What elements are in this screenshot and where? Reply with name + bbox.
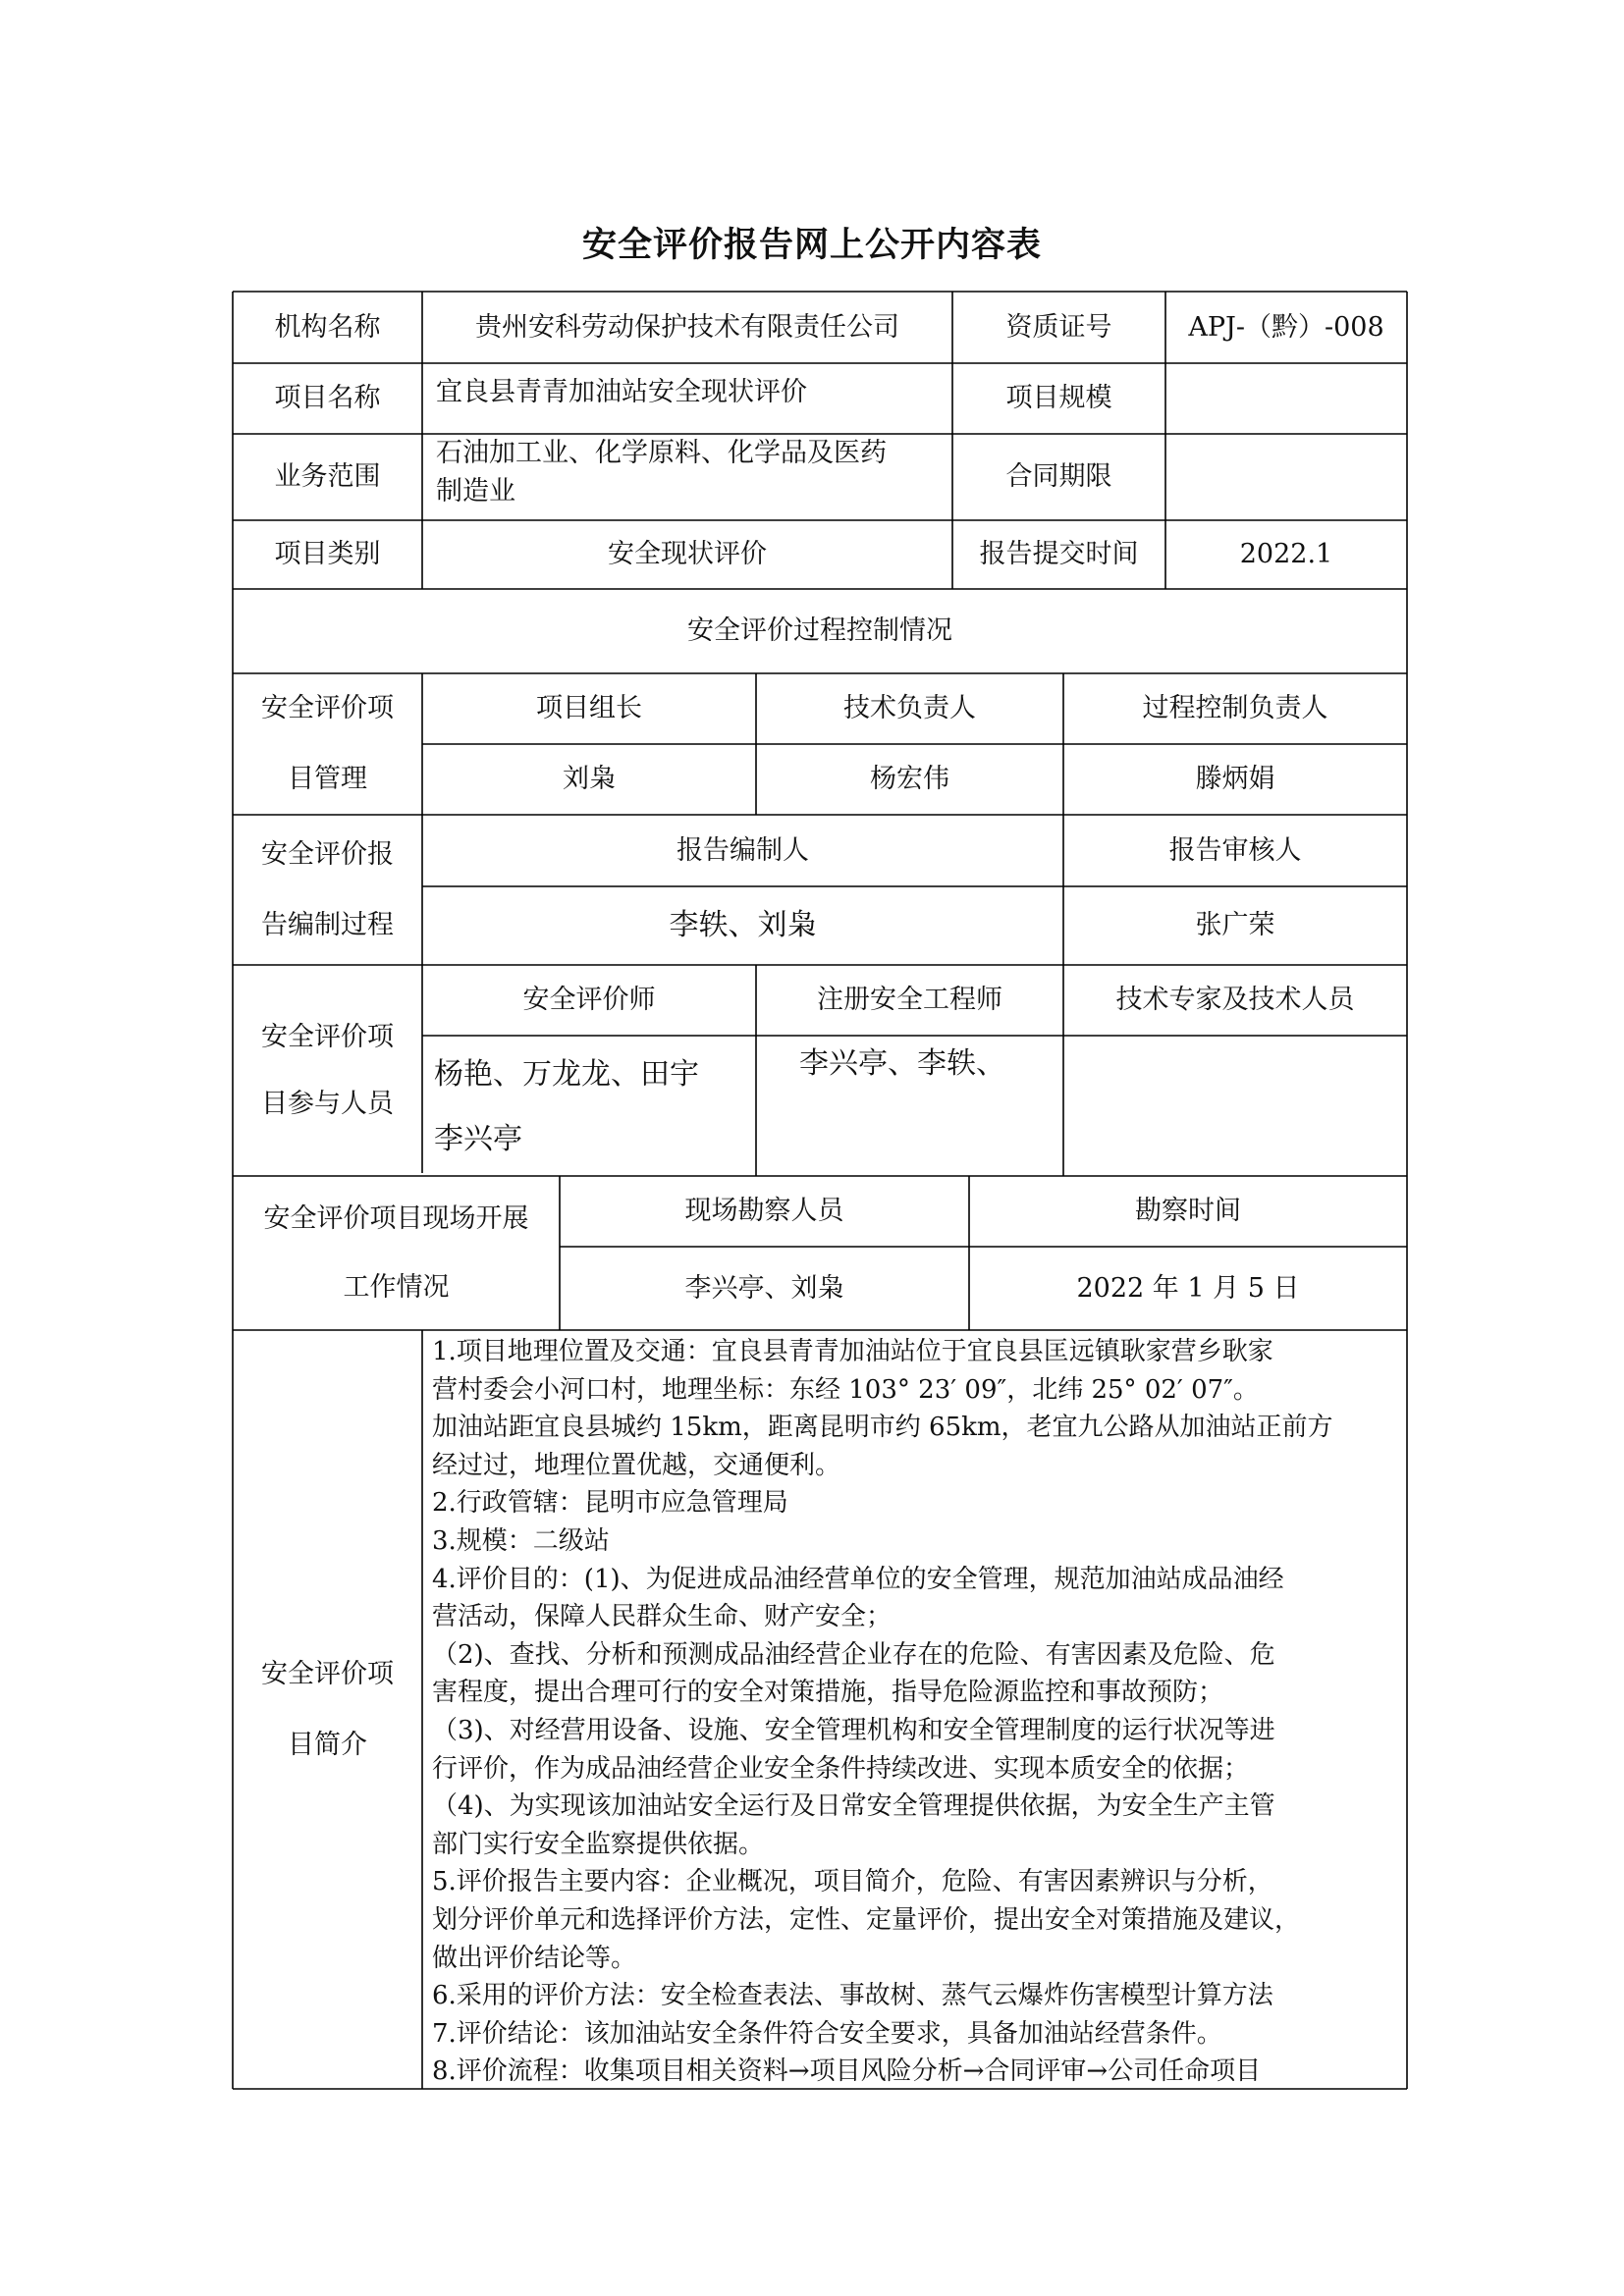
engineer-header: 注册安全工程师 — [817, 985, 1002, 1016]
intro-line: 7.评价结论：该加油站安全条件符合安全要求，具备加油站经营条件。 — [432, 2018, 1222, 2049]
management-label-line-2: 目管理 — [288, 764, 367, 794]
submit-label: 报告提交时间 — [979, 539, 1139, 570]
intro-line: 营活动，保障人民群众生命、财产安全； — [432, 1602, 893, 1632]
intro-line: 8.评价流程：收集项目相关资料→项目风险分析→合同评审→公司任命项目 — [432, 2056, 1262, 2087]
management-label — [233, 673, 422, 815]
participants-label-line-1: 安全评价项 — [261, 1021, 394, 1052]
cert-label: 资质证号 — [1005, 311, 1112, 343]
intro-label-line-1: 安全评价项 — [261, 1658, 394, 1689]
experts-value — [1063, 1036, 1407, 1176]
org-label: 机构名称 — [274, 311, 381, 343]
cert-value: APJ-（黔）-008 — [1188, 311, 1384, 343]
surveyors-value: 李兴亭、刘枭 — [684, 1272, 844, 1304]
leader-value: 刘枭 — [563, 764, 616, 795]
engineers-value: 李兴亭、李轶、 — [799, 1046, 1005, 1081]
tech-value: 杨宏伟 — [870, 764, 949, 795]
scale-label: 项目规模 — [1005, 383, 1112, 414]
intro-line: 划分评价单元和选择评价方法，定性、定量评价，提出安全对策措施及建议， — [432, 1904, 1301, 1935]
survey-time-value: 2022 年 1 月 5 日 — [1076, 1272, 1300, 1304]
intro-line: 4.评价目的：(1)、为促进成品油经营单位的安全管理，规范加油站成品油经 — [432, 1564, 1284, 1594]
process-ctrl-value: 滕炳娟 — [1195, 764, 1275, 795]
intro-line: 5.评价报告主要内容：企业概况，项目简介，危险、有害因素辨识与分析， — [432, 1867, 1273, 1897]
management-label-line-1: 安全评价项 — [261, 693, 394, 723]
process-ctrl-header: 过程控制负责人 — [1142, 693, 1328, 724]
contract-value — [1165, 434, 1407, 520]
scale-value — [1165, 363, 1407, 434]
intro-line: （4)、为实现该加油站安全运行及日常安全管理提供依据，为安全生产主管 — [432, 1791, 1275, 1822]
compile-label — [233, 815, 422, 965]
scope-line-1: 石油加工业、化学原料、化学品及医药 — [436, 438, 887, 468]
intro-line: 害程度，提出合理可行的安全对策措施，指导危险源监控和事故预防； — [432, 1678, 1224, 1708]
editors-value: 李轶、刘枭 — [669, 908, 817, 943]
editor-header: 报告编制人 — [677, 834, 809, 866]
intro-text — [432, 1333, 1414, 2091]
intro-line: 加油站距宜良县城约 15km，距离昆明市约 65km，老宜九公路从加油站正前方 — [432, 1413, 1333, 1443]
participants-label-line-2: 目参与人员 — [261, 1088, 394, 1119]
participants-label — [233, 965, 422, 1176]
submit-value: 2022.1 — [1239, 539, 1333, 570]
intro-line: 部门实行安全监察提供依据。 — [432, 1829, 765, 1859]
intro-line: 1.项目地理位置及交通：宜良县青青加油站位于宜良县匡远镇耿家营乡耿家 — [432, 1337, 1273, 1366]
leader-header: 项目组长 — [536, 693, 642, 724]
category-value: 安全现状评价 — [608, 539, 767, 570]
intro-line: 营村委会小河口村，地理坐标：东经 103° 23′ 09″，北纬 25° 02′ 07″。 — [432, 1374, 1259, 1405]
site-label — [233, 1176, 560, 1330]
compile-label-line-2: 告编制过程 — [261, 909, 394, 940]
compile-label-line-1: 安全评价报 — [261, 838, 394, 870]
reviewer-value: 张广荣 — [1195, 910, 1275, 941]
process-header: 安全评价过程控制情况 — [687, 615, 952, 647]
intro-line: 6.采用的评价方法：安全检查表法、事故树、蒸气云爆炸伤害模型计算方法 — [432, 1981, 1273, 2011]
project-label: 项目名称 — [274, 383, 381, 414]
scope-line-2: 制造业 — [436, 476, 515, 507]
site-label-line-2: 工作情况 — [343, 1271, 450, 1303]
reviewer-header: 报告审核人 — [1168, 834, 1302, 866]
evaluators-line-2: 李兴亭 — [434, 1122, 522, 1156]
intro-line: 3.规模：二级站 — [432, 1525, 610, 1556]
project-value: 宜良县青青加油站安全现状评价 — [436, 377, 807, 408]
evaluators-line-1: 杨艳、万龙龙、田宇 — [434, 1057, 699, 1092]
evaluators-value — [422, 1042, 756, 1176]
scope-value — [422, 434, 952, 520]
intro-label — [233, 1330, 422, 2089]
intro-line: 行评价，作为成品油经营企业安全条件持续改进、实现本质安全的依据； — [432, 1753, 1250, 1784]
tech-header: 技术负责人 — [843, 693, 976, 724]
intro-line: （2)、查找、分析和预测成品油经营企业存在的危险、有害因素及危险、危 — [432, 1639, 1275, 1670]
time-header: 勘察时间 — [1135, 1196, 1241, 1227]
experts-header: 技术专家及技术人员 — [1115, 985, 1355, 1016]
intro-line: 经过过，地理位置优越，交通便利。 — [432, 1450, 841, 1480]
surveyor-header: 现场勘察人员 — [684, 1196, 844, 1227]
category-label: 项目类别 — [274, 539, 381, 570]
intro-line: （3)、对经营用设备、设施、安全管理机构和安全管理制度的运行状况等进 — [432, 1715, 1275, 1745]
org-value: 贵州安科劳动保护技术有限责任公司 — [475, 311, 899, 343]
intro-label-line-2: 目简介 — [288, 1729, 367, 1760]
intro-line: 做出评价结论等。 — [432, 1943, 637, 1973]
contract-label: 合同期限 — [1005, 461, 1112, 493]
scope-label: 业务范围 — [274, 461, 381, 493]
page-title: 安全评价报告网上公开内容表 — [581, 226, 1042, 265]
site-label-line-1: 安全评价项目现场开展 — [263, 1202, 529, 1234]
intro-line: 2.行政管辖：昆明市应急管理局 — [432, 1488, 788, 1519]
evaluator-header: 安全评价师 — [522, 985, 656, 1016]
